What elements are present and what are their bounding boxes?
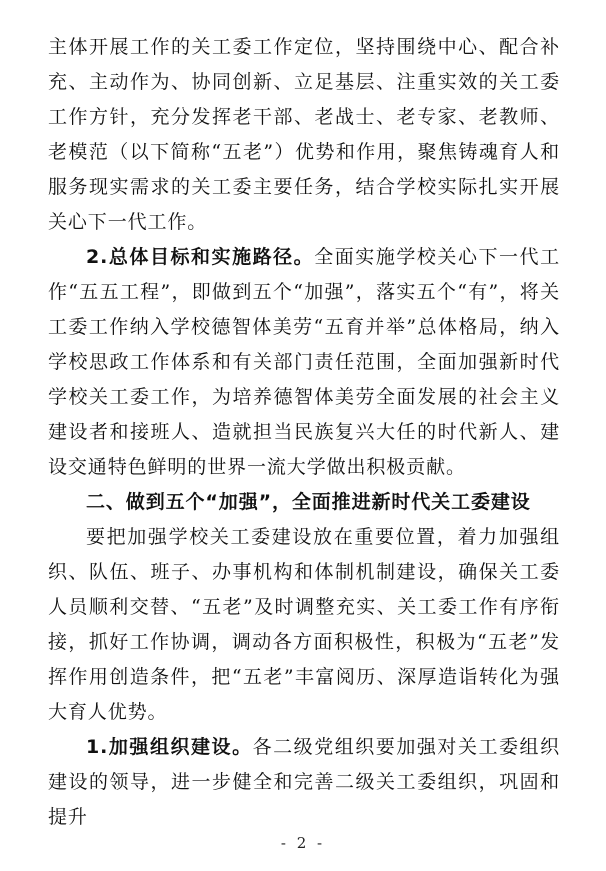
document-body xyxy=(48,30,560,835)
paragraph-organization-building xyxy=(48,730,560,835)
paragraph-committee-building: 要把加强学校关工委建设放在重要位置，着力加强组织、队伍、班子、办事机构和体制机制建设，确保关工委人员顺利交替、“五老”及时调整充实、关工委工作有序衔接，抓好工作协调，调动各方面积极性，积极为“五老”发挥作用创造条件，把“五老”丰富阅历、深厚造诣转化为强大育人优势。 xyxy=(48,526,560,723)
page-number: - 2 - xyxy=(280,834,326,852)
subheading-organization-building: 1.加强组织建设。 xyxy=(86,736,253,758)
paragraph-overall-goals xyxy=(48,240,560,485)
subheading-overall-goals: 2.总体目标和实施路径。 xyxy=(86,246,315,268)
section-heading-two: 二、做到五个“加强”，全面推进新时代关工委建设 xyxy=(86,491,531,513)
organization-building-text: 各二级党组织要加强对关工委组织建设的领导，进一步健全和完善二级关工委组织，巩固和提升 xyxy=(48,736,560,828)
paragraph-work-principles: 主体开展工作的关工委工作定位，坚持围绕中心、配合补充、主动作为、协同创新、立足基层、注重实效的关工委工作方针，充分发挥老干部、老战士、老专家、老教师、老模范（以下简称“五老”）优势和作用，聚焦铸魂育人和服务现实需求的关工委主要任务，结合学校实际扎实开展关心下一代工作。 xyxy=(48,36,560,233)
overall-goals-text: 全面实施学校关心下一代工作“五五工程”，即做到五个“加强”，落实五个“有”，将关工委工作纳入学校德智体美劳“五育并举”总体格局，纳入学校思政工作体系和有关部门责任范围，全面加强新时代学校关工委工作，为培养德智体美劳全面发展的社会主义建设者和接班人、造就担当民族复兴大任的时代新人、建设交通特色鲜明的世界一流大学做出积极贡献。 xyxy=(48,246,560,478)
